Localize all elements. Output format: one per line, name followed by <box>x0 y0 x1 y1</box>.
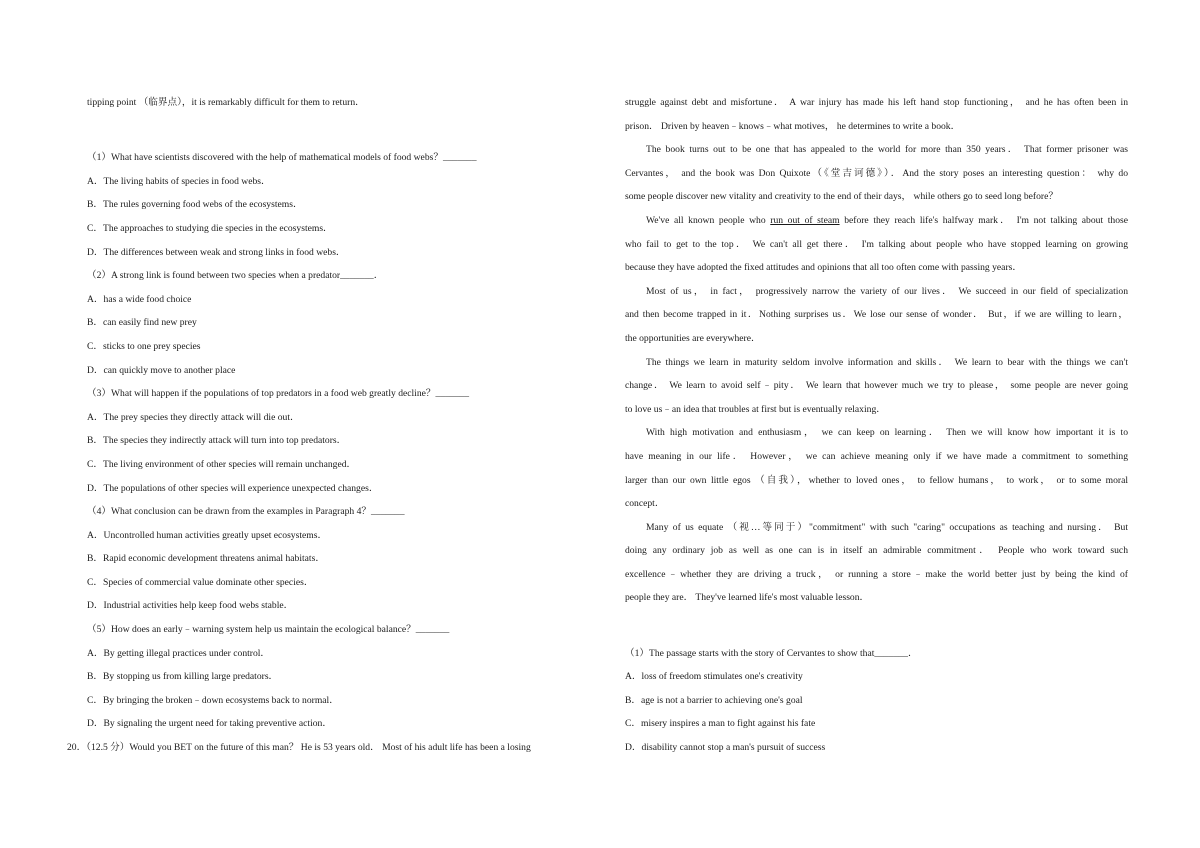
right-column <box>625 96 1128 765</box>
passage-paragraph-3 <box>625 214 1128 285</box>
passage-line: excellence﹣whether they are driving a truck， or running a store﹣make the world better just by being the kind of <box>625 568 1128 580</box>
question-5 <box>87 623 592 741</box>
passage-question-1 <box>625 647 1128 765</box>
option-d: D．By signaling the urgent need for taking preventive action． <box>87 718 332 730</box>
option-a: A．Uncontrolled human activities greatly upset ecosystems． <box>87 529 328 541</box>
option-a: A．has a wide food choice <box>87 293 192 305</box>
passage-text: We've all known people who <box>646 214 771 226</box>
passage-line <box>625 214 1128 238</box>
option-b: B．can easily find new prey <box>87 317 197 329</box>
passage-paragraph-4 <box>625 285 1128 356</box>
underlined-phrase: run out of steam <box>770 214 840 226</box>
option-a: A．The prey species they directly attack will die out． <box>87 411 300 423</box>
option-d: D．can quickly move to another place <box>87 364 236 376</box>
question-1 <box>87 151 592 269</box>
passage-line: to love us﹣an idea that troubles at first but is eventually relaxing． <box>625 403 886 415</box>
option-b: B．age is not a barrier to achieving one's goal <box>625 694 803 706</box>
option-b: B．The species they indirectly attack will turn into top predators． <box>87 435 347 447</box>
passage-line: prison． Driven by heaven﹣knows﹣what motives， he determines to write a book． <box>625 120 961 132</box>
option-d: D．The populations of other species will experience unexpected changes． <box>87 482 379 494</box>
question-stem: （1）The passage starts with the story of Cervantes to show that_______． <box>625 647 918 659</box>
passage-line: who fail to get to the top． We can't all get there． I'm talking about people who have stopped learning on growing <box>625 238 1128 250</box>
left-column <box>67 96 592 765</box>
question-stem: （2）A strong link is found between two species when a predator_______． <box>87 270 384 282</box>
passage-line: Cervantes， and the book was Don Quixote（《堂吉诃德》）．And the story poses an interesting question： why do <box>625 167 1128 179</box>
option-a: A．By getting illegal practices under control． <box>87 647 271 659</box>
passage-line: some people discover new vitality and creativity to the end of their days， while others go to seed long before？ <box>625 191 1058 203</box>
passage-line: larger than our own little egos （自我），whether to loved ones， to fellow humans， to work， or to some moral <box>625 474 1128 486</box>
option-d: D．disability cannot stop a man's pursuit of success <box>625 742 826 754</box>
passage-line: because they have adopted the fixed attitudes and opinions that all too often come with passing years． <box>625 262 1022 274</box>
passage-line: Most of us， in fact， progressively narrow the variety of our lives． We succeed in our field of specialization <box>646 285 1128 297</box>
option-c: C．Species of commercial value dominate other species． <box>87 576 314 588</box>
option-c: C．The living environment of other species will remain unchanged． <box>87 458 357 470</box>
question-4 <box>87 505 592 623</box>
option-d: D．The differences between weak and strong links in food webs． <box>87 246 346 258</box>
option-b: B．The rules governing food webs of the ecosystems． <box>87 199 303 211</box>
passage-line: and then become trapped in it．Nothing surprises us．We lose our sense of wonder． But，if we are willing to learn， <box>625 309 1128 321</box>
passage-paragraph-1 <box>625 96 1128 143</box>
passage-paragraph-7 <box>625 521 1128 615</box>
option-c: C．misery inspires a man to fight against his fate <box>625 718 816 730</box>
option-c: C．The approaches to studying die species in the ecosystems． <box>87 222 333 234</box>
option-c: C．By bringing the broken﹣down ecosystems back to normal． <box>87 694 339 706</box>
passage-paragraph-5 <box>625 356 1128 427</box>
option-b: B．Rapid economic development threatens animal habitats． <box>87 553 325 565</box>
passage-line: The book turns out to be one that has appealed to the world for more than 350 years． That former prisoner was <box>646 144 1128 156</box>
option-a: A．The living habits of species in food webs． <box>87 175 271 187</box>
passage-paragraph-2 <box>625 143 1128 214</box>
option-a: A．loss of freedom stimulates one's creativity <box>625 671 803 683</box>
passage-text: before they reach life's halfway mark． I'm not talking about those <box>839 214 1128 226</box>
passage-line: Many of us equate （视…等同于）"commitment" with such "caring" occupations as teaching and nursing． But <box>646 521 1128 533</box>
passage-line: the opportunities are everywhere． <box>625 332 761 344</box>
question-20-heading: 20．（12.5 分）Would you BET on the future of this man？ He is 53 years old． Most of his adult life has been a losing <box>67 742 531 754</box>
option-b: B．By stopping us from killing large predators． <box>87 671 279 683</box>
passage-line: have meaning in our life． However， we can achieve meaning only if we have made a commitment to something <box>625 450 1128 462</box>
question-3 <box>87 387 592 505</box>
passage-line: struggle against debt and misfortune． A war injury has made his left hand stop functioning， and he has often been in <box>625 97 1128 108</box>
question-stem: （1）What have scientists discovered with the help of mathematical models of food webs？_______ <box>87 152 477 164</box>
passage-line: people they are． They've learned life's most valuable lesson． <box>625 592 870 604</box>
passage-line: doing any ordinary job as well as one can is in itself an admirable commitment． People who work toward such <box>625 545 1128 557</box>
passage-paragraph-6 <box>625 426 1128 520</box>
question-stem: （3）What will happen if the populations of top predators in a food web greatly decline？_______ <box>87 388 470 400</box>
passage-line: With high motivation and enthusiasm， we can keep on learning． Then we will know how important it is to <box>646 427 1128 439</box>
option-c: C．sticks to one prey species <box>87 340 201 352</box>
passage-line: change． We learn to avoid self﹣pity． We learn that however much we try to please， some people are never going <box>625 380 1128 392</box>
passage-line: concept． <box>625 498 665 510</box>
option-d: D．Industrial activities help keep food webs stable． <box>87 600 294 612</box>
intro-line: tipping point （临界点），it is remarkably difficult for them to return． <box>87 97 365 108</box>
question-stem: （4）What conclusion can be drawn from the examples in Paragraph 4？_______ <box>87 506 405 518</box>
question-2 <box>87 269 592 387</box>
passage-line: The things we learn in maturity seldom involve information and skills． We learn to bear with the things we can't <box>646 356 1128 368</box>
question-stem: （5）How does an early﹣warning system help us maintain the ecological balance？_______ <box>87 624 450 636</box>
